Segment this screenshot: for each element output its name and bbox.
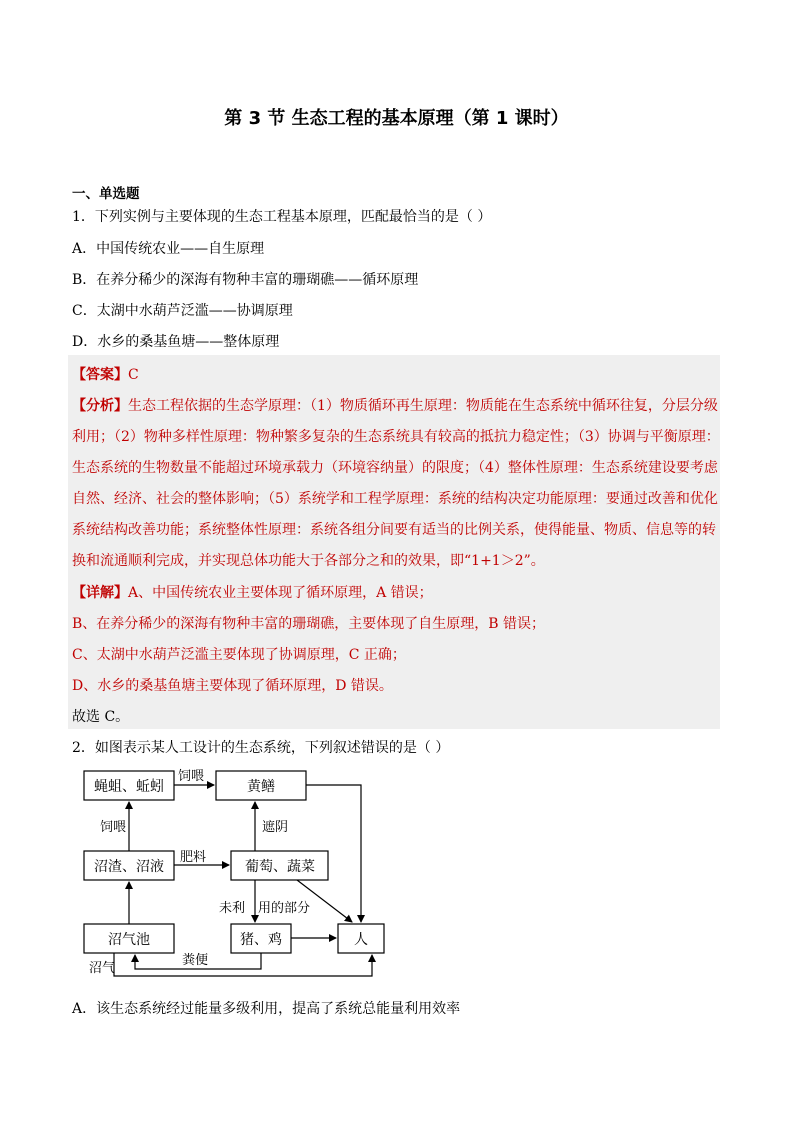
label-unused-part-1: 未利 xyxy=(219,901,246,916)
arrow-eel-to-human xyxy=(306,785,361,922)
detail-text: A、中国传统农业主要体现了循环原理，A 错误； xyxy=(128,585,433,601)
q1-conclusion: 故选 C。 xyxy=(72,709,130,725)
label-biogas: 沼气 xyxy=(89,961,116,976)
detail-tag: 【详解】 xyxy=(72,585,128,601)
q1-option-b: B．在养分稀少的深海有物种丰富的珊瑚礁——循环原理 xyxy=(72,272,419,288)
label-eel: 黄鳝 xyxy=(247,779,275,795)
q1-analysis-line-2: 利用；（2）物种多样性原理：物种繁多复杂的生态系统具有较高的抵抗力稳定性；（3）协调与平衡原理： xyxy=(72,429,720,445)
q2-stem: 2．如图表示某人工设计的生态系统，下列叙述错误的是（ ） xyxy=(72,740,450,756)
label-feed-left: 饲喂 xyxy=(100,820,127,835)
arrow-biogas-to-human xyxy=(114,953,372,976)
label-pig-chicken: 猪、鸡 xyxy=(240,932,282,948)
q1-detail-line-4: D、水乡的桑基鱼塘主要体现了循环原理，D 错误。 xyxy=(72,678,393,694)
label-shade: 遮阴 xyxy=(262,820,289,835)
q1-option-a: A．中国传统农业——自生原理 xyxy=(72,241,265,257)
q1-analysis-line-4: 自然、经济、社会的整体影响；（5）系统学和工程学原理：系统的结构决定功能原理：要通过改善和优化 xyxy=(72,491,718,507)
label-flies-worms: 蝇蛆、蚯蚓 xyxy=(94,779,164,795)
label-biogas-tank: 沼气池 xyxy=(108,932,150,948)
q1-analysis-line-5: 系统结构改善功能；系统整体性原理：系统各组分间要有适当的比例关系，使得能量、物质、信息等的转 xyxy=(72,522,716,538)
q1-option-d: D．水乡的桑基鱼塘——整体原理 xyxy=(72,334,280,350)
q1-analysis-line-3: 生态系统的生物数量不能超过环境承载力（环境容纳量）的限度；（4）整体性原理：生态系统建设要考虑 xyxy=(72,460,718,476)
q1-option-c: C．太湖中水葫芦泛滥——协调原理 xyxy=(72,303,293,319)
label-fertilizer: 肥料 xyxy=(180,850,207,865)
q1-detail-line-3: C、太湖中水葫芦泛滥主要体现了协调原理，C 正确； xyxy=(72,647,406,663)
answer-tag: 【答案】 xyxy=(72,367,128,383)
label-manure: 粪便 xyxy=(182,953,209,968)
section-heading: 一、单选题 xyxy=(72,186,140,202)
q1-stem: 1．下列实例与主要体现的生态工程基本原理，匹配最恰当的是（ ） xyxy=(72,209,492,225)
q1-detail-line-2: B、在养分稀少的深海有物种丰富的珊瑚礁，主要体现了自生原理，B 错误； xyxy=(72,616,546,632)
label-feed-top: 饲喂 xyxy=(178,769,205,784)
analysis-tag: 【分析】 xyxy=(72,398,128,414)
label-human: 人 xyxy=(354,932,368,948)
page-title: 第 3 节 生态工程的基本原理（第 1 课时） xyxy=(224,108,569,129)
label-residue-liquid: 沼渣、沼液 xyxy=(94,859,164,875)
q1-analysis-line-6: 换和流通顺利完成，并实现总体功能大于各部分之和的效果，即“1+1＞2”。 xyxy=(72,553,545,569)
answer-value: C xyxy=(128,367,139,383)
q2-option-a: A．该生态系统经过能量多级利用，提高了系统总能量利用效率 xyxy=(72,1001,461,1017)
label-unused-part-2: 用的部分 xyxy=(258,901,311,916)
analysis-text: 生态工程依据的生态学原理：（1）物质循环再生原理：物质能在生态系统中循环往复，分层分级 xyxy=(128,398,718,414)
label-grape-vegetable: 葡萄、蔬菜 xyxy=(245,859,315,875)
